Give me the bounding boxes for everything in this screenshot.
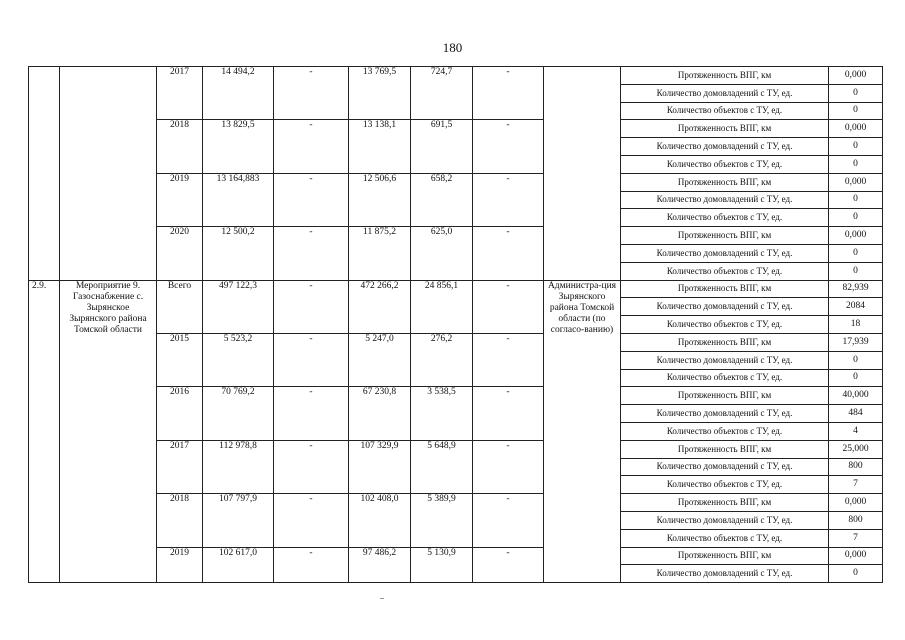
regional-cell: 97 486,2	[349, 547, 411, 583]
executor-cell: Администра-ция Зырянского района Томской области (по согласо-ванию)	[544, 280, 621, 583]
total-cell: 112 978,8	[203, 440, 274, 493]
indicator-name-cell: Протяженность ВПГ, км	[621, 440, 829, 458]
year-cell: 2018	[157, 494, 203, 547]
number-cell-empty	[29, 67, 60, 281]
indicator-value-cell: 0,000	[829, 173, 883, 191]
local-cell: 5 389,9	[411, 494, 473, 547]
indicator-value-cell: 82,939	[829, 280, 883, 298]
other-cell: -	[473, 440, 544, 493]
indicator-value-cell: 2084	[829, 298, 883, 316]
federal-cell: -	[274, 67, 349, 120]
indicator-value-cell: 0	[829, 209, 883, 227]
indicator-value-cell: 0	[829, 138, 883, 156]
federal-cell: -	[274, 494, 349, 547]
indicator-name-cell: Количество домовладений с ТУ, ед.	[621, 351, 829, 369]
total-cell: 497 122,3	[203, 280, 274, 333]
regional-cell: 5 247,0	[349, 333, 411, 386]
measure-number-cell: 2.9.	[29, 280, 60, 583]
indicator-value-cell: 0	[829, 565, 883, 583]
total-cell: 13 829,5	[203, 120, 274, 173]
regional-cell: 13 769,5	[349, 67, 411, 120]
indicator-name-cell: Количество объектов с ТУ, ед.	[621, 209, 829, 227]
regional-cell: 67 230,8	[349, 387, 411, 440]
local-cell: 24 856,1	[411, 280, 473, 333]
federal-cell: -	[274, 120, 349, 173]
indicator-value-cell: 0	[829, 244, 883, 262]
indicator-name-cell: Протяженность ВПГ, км	[621, 494, 829, 512]
indicator-name-cell: Протяженность ВПГ, км	[621, 227, 829, 245]
scan-speck	[380, 598, 384, 599]
table-row	[29, 120, 883, 138]
federal-cell: -	[274, 280, 349, 333]
year-cell: 2018	[157, 120, 203, 173]
page-number: 180	[442, 40, 463, 55]
indicator-name-cell: Протяженность ВПГ, км	[621, 120, 829, 138]
table-row	[29, 173, 883, 191]
indicator-value-cell: 800	[829, 458, 883, 476]
indicator-value-cell: 0	[829, 84, 883, 102]
table-row	[29, 280, 883, 298]
regional-cell: 102 408,0	[349, 494, 411, 547]
total-cell: 70 769,2	[203, 387, 274, 440]
local-cell: 5 130,9	[411, 547, 473, 583]
indicator-name-cell: Количество объектов с ТУ, ед.	[621, 102, 829, 120]
table-row	[29, 333, 883, 351]
indicator-name-cell: Количество домовладений с ТУ, ед.	[621, 298, 829, 316]
indicator-name-cell: Количество объектов с ТУ, ед.	[621, 476, 829, 494]
indicator-value-cell: 0	[829, 369, 883, 387]
indicator-name-cell: Количество объектов с ТУ, ед.	[621, 529, 829, 547]
other-cell: -	[473, 280, 544, 333]
indicator-value-cell: 0,000	[829, 227, 883, 245]
other-cell: -	[473, 227, 544, 280]
other-cell: -	[473, 120, 544, 173]
local-cell: 691,5	[411, 120, 473, 173]
regional-cell: 13 138,1	[349, 120, 411, 173]
federal-cell: -	[274, 547, 349, 583]
indicator-value-cell: 0	[829, 155, 883, 173]
indicator-name-cell: Количество объектов с ТУ, ед.	[621, 155, 829, 173]
measure-name-cell: Мероприятие 9. Газоснабжение с. Зырянское Зырянского района Томской области	[60, 280, 157, 583]
table-row	[29, 67, 883, 85]
indicator-name-cell: Количество объектов с ТУ, ед.	[621, 316, 829, 334]
other-cell: -	[473, 494, 544, 547]
table-row	[29, 387, 883, 405]
local-cell: 3 538,5	[411, 387, 473, 440]
indicator-value-cell: 40,000	[829, 387, 883, 405]
indicator-name-cell: Количество домовладений с ТУ, ед.	[621, 84, 829, 102]
indicator-value-cell: 0,000	[829, 547, 883, 565]
indicator-name-cell: Протяженность ВПГ, км	[621, 67, 829, 85]
year-cell: 2015	[157, 333, 203, 386]
indicator-name-cell: Протяженность ВПГ, км	[621, 387, 829, 405]
local-cell: 724,7	[411, 67, 473, 120]
indicator-name-cell: Протяженность ВПГ, км	[621, 333, 829, 351]
indicator-value-cell: 7	[829, 529, 883, 547]
local-cell: 5 648,9	[411, 440, 473, 493]
regional-cell: 107 329,9	[349, 440, 411, 493]
indicator-name-cell: Протяженность ВПГ, км	[621, 280, 829, 298]
year-cell: Всего	[157, 280, 203, 333]
indicator-value-cell: 4	[829, 422, 883, 440]
indicator-value-cell: 0	[829, 191, 883, 209]
regional-cell: 11 875,2	[349, 227, 411, 280]
other-cell: -	[473, 333, 544, 386]
table-row	[29, 547, 883, 565]
indicator-name-cell: Количество объектов с ТУ, ед.	[621, 422, 829, 440]
indicator-value-cell: 800	[829, 511, 883, 529]
indicator-name-cell: Количество домовладений с ТУ, ед.	[621, 458, 829, 476]
indicator-name-cell: Количество домовладений с ТУ, ед.	[621, 191, 829, 209]
regional-cell: 12 506,6	[349, 173, 411, 226]
other-cell: -	[473, 173, 544, 226]
indicator-name-cell: Протяженность ВПГ, км	[621, 547, 829, 565]
indicator-value-cell: 25,000	[829, 440, 883, 458]
year-cell: 2017	[157, 67, 203, 120]
table-row	[29, 494, 883, 512]
indicator-value-cell: 0	[829, 102, 883, 120]
other-cell: -	[473, 387, 544, 440]
year-cell: 2016	[157, 387, 203, 440]
total-cell: 5 523,2	[203, 333, 274, 386]
indicator-name-cell: Количество домовладений с ТУ, ед.	[621, 511, 829, 529]
local-cell: 625,0	[411, 227, 473, 280]
indicator-value-cell: 0	[829, 262, 883, 280]
federal-cell: -	[274, 387, 349, 440]
total-cell: 13 164,883	[203, 173, 274, 226]
indicator-name-cell: Количество объектов с ТУ, ед.	[621, 369, 829, 387]
other-cell: -	[473, 547, 544, 583]
federal-cell: -	[274, 173, 349, 226]
table-row	[29, 227, 883, 245]
indicator-name-cell: Количество домовладений с ТУ, ед.	[621, 138, 829, 156]
total-cell: 107 797,9	[203, 494, 274, 547]
federal-cell: -	[274, 333, 349, 386]
regional-cell: 472 266,2	[349, 280, 411, 333]
indicator-name-cell: Количество объектов с ТУ, ед.	[621, 262, 829, 280]
indicator-value-cell: 484	[829, 405, 883, 423]
total-cell: 14 494,2	[203, 67, 274, 120]
federal-cell: -	[274, 227, 349, 280]
year-cell: 2017	[157, 440, 203, 493]
total-cell: 102 617,0	[203, 547, 274, 583]
indicator-value-cell: 0,000	[829, 120, 883, 138]
indicator-value-cell: 17,939	[829, 333, 883, 351]
indicator-name-cell: Протяженность ВПГ, км	[621, 173, 829, 191]
indicator-value-cell: 0	[829, 351, 883, 369]
local-cell: 276,2	[411, 333, 473, 386]
executor-cell-empty	[544, 67, 621, 281]
table-row	[29, 440, 883, 458]
measure-cell-empty	[60, 67, 157, 281]
indicator-value-cell: 0,000	[829, 67, 883, 85]
indicator-name-cell: Количество домовладений с ТУ, ед.	[621, 565, 829, 583]
year-cell: 2019	[157, 547, 203, 583]
indicator-value-cell: 0,000	[829, 494, 883, 512]
other-cell: -	[473, 67, 544, 120]
year-cell: 2019	[157, 173, 203, 226]
total-cell: 12 500,2	[203, 227, 274, 280]
federal-cell: -	[274, 440, 349, 493]
indicator-name-cell: Количество домовладений с ТУ, ед.	[621, 244, 829, 262]
indicator-value-cell: 7	[829, 476, 883, 494]
program-table	[28, 66, 883, 583]
local-cell: 658,2	[411, 173, 473, 226]
indicator-value-cell: 18	[829, 316, 883, 334]
year-cell: 2020	[157, 227, 203, 280]
indicator-name-cell: Количество домовладений с ТУ, ед.	[621, 405, 829, 423]
